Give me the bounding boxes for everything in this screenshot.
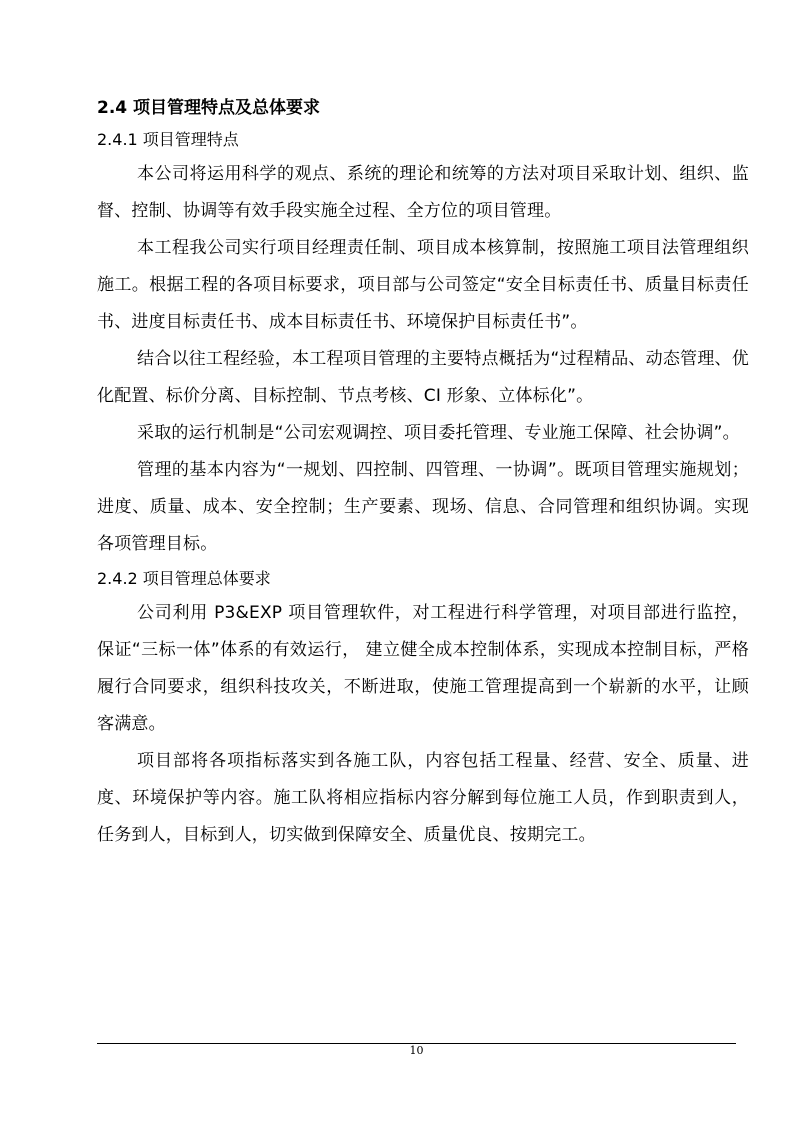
- paragraph-6: 公司利用 P3&EXP 项目管理软件，对工程进行科学管理，对项目部进行监控，保证“三标一体”体系的有效运行， 建立健全成本控制体系，实现成本控制目标，严格履行合同要求，组织科技攻关，不断进取，使施工管理提高到一个崭新的水平，让顾客满意。: [97, 603, 749, 734]
- paragraph-4: 采取的运行机制是“公司宏观调控、项目委托管理、专业施工保障、社会协调”。: [137, 423, 740, 443]
- subsection-heading-2-4-1: 2.4.1 项目管理特点: [97, 130, 239, 149]
- paragraph-2: 本工程我公司实行项目经理责任制、项目成本核算制，按照施工项目法管理组织施工。根据工程的各项目标要求，项目部与公司签定“安全目标责任书、质量目标责任书、进度目标责任书、成本目标责任书、环境保护目标责任书”。: [97, 238, 749, 332]
- page-number: 10: [409, 1044, 424, 1057]
- paragraph-1: 本公司将运用科学的观点、系统的理论和统筹的方法对项目采取计划、组织、监督、控制、协调等有效手段实施全过程、全方位的项目管理。: [97, 164, 749, 221]
- page-content: [97, 92, 749, 854]
- paragraph-7: 项目部将各项指标落实到各施工队，内容包括工程量、经营、安全、质量、进度、环境保护等内容。施工队将相应指标内容分解到每位施工人员，作到职责到人，任务到人，目标到人，切实做到保障安全、质量优良、按期完工。: [97, 751, 749, 845]
- paragraph-3: 结合以往工程经验，本工程项目管理的主要特点概括为“过程精品、动态管理、优化配置、标价分离、目标控制、节点考核、CI 形象、立体标化”。: [97, 349, 749, 406]
- section-heading: 2.4 项目管理特点及总体要求: [97, 98, 321, 118]
- paragraph-5: 管理的基本内容为“一规划、四控制、四管理、一协调”。既项目管理实施规划；进度、质量、成本、安全控制；生产要素、现场、信息、合同管理和组织协调。实现各项管理目标。: [97, 460, 749, 554]
- subsection-heading-2-4-2: 2.4.2 项目管理总体要求: [97, 569, 271, 588]
